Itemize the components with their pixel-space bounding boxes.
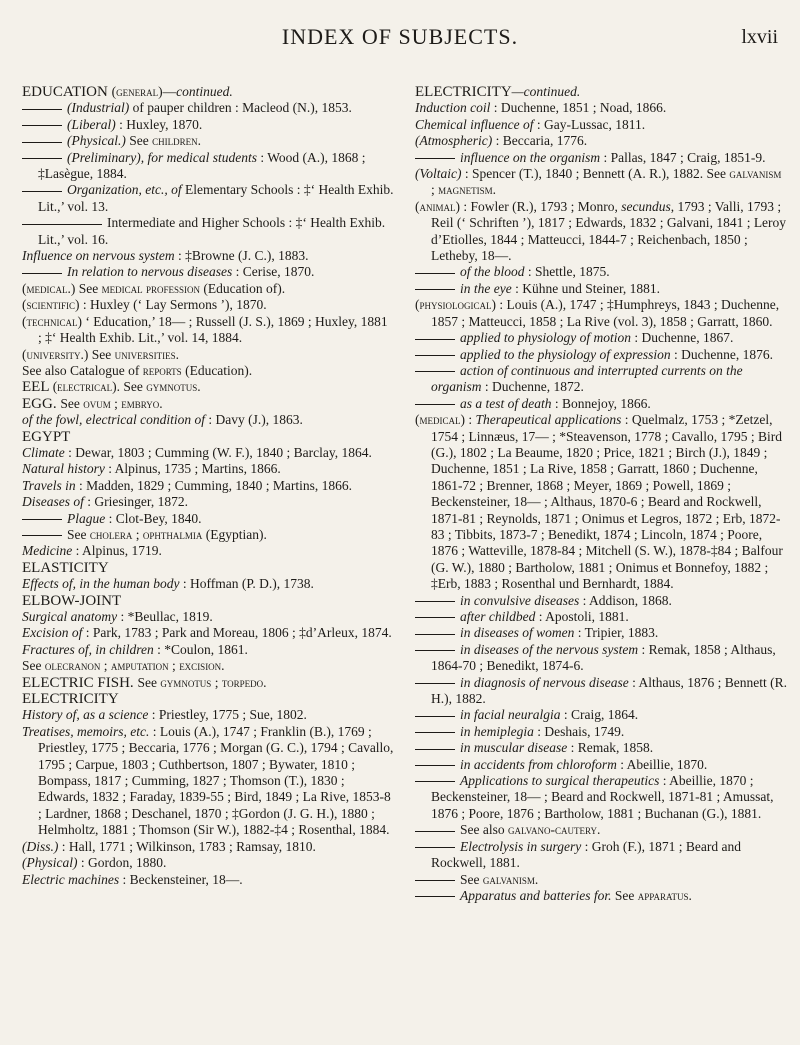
entry-heading: EGG.: [22, 395, 61, 412]
ditto-rule: [415, 732, 455, 733]
index-entry: [415, 593, 787, 609]
index-entry: [22, 429, 394, 445]
index-entry: [415, 330, 787, 346]
index-entry: [22, 609, 394, 625]
ditto-rule: [415, 831, 455, 832]
entry-text: : Spencer (T.), 1840 ; Bennett (A. R.), 1882. See: [461, 166, 730, 182]
entry-text: : Fowler (R.), 1793 ; Monro,: [460, 198, 622, 214]
entry-text: : Duchenne, 1876.: [670, 346, 773, 362]
index-entry: [22, 724, 394, 839]
entry-text: —: [162, 84, 177, 99]
entry-text: secundus: [621, 198, 671, 214]
ditto-rule: [22, 125, 62, 126]
index-entry: [415, 642, 787, 675]
entry-text: Diseases of: [22, 494, 84, 510]
entry-text: : Clot-Bey, 1840.: [105, 510, 202, 526]
entry-text: in accidents from chloroform: [460, 756, 617, 772]
index-entry: [415, 724, 787, 740]
index-entry: [22, 839, 394, 855]
entry-text: :: [465, 412, 476, 428]
index-entry: [22, 872, 394, 888]
index-entry: [22, 314, 394, 347]
index-entry: [415, 675, 787, 708]
entry-text: : Davy (J.), 1863.: [204, 412, 303, 428]
entry-text: See: [88, 346, 115, 362]
entry-heading: EEL: [22, 379, 53, 396]
index-entry: [22, 84, 394, 100]
entry-text: Surgical anatomy: [22, 609, 118, 624]
entry-text: embryo.: [121, 395, 163, 411]
index-entry: [22, 707, 394, 723]
entry-text: See: [137, 674, 161, 690]
entry-text: : Tripier, 1883.: [574, 625, 659, 641]
entry-text: as a test of death: [460, 395, 552, 411]
ditto-rule: [415, 781, 455, 782]
index-entry: [22, 264, 394, 280]
index-entry: [22, 363, 394, 379]
ditto-rule: [22, 158, 62, 159]
entry-text: gymnotus.: [146, 379, 201, 395]
entry-text: reports: [142, 362, 182, 378]
index-entry: [22, 215, 394, 248]
entry-text: : Duchenne, 1851 ; Noad, 1866.: [490, 100, 667, 116]
index-entry: [22, 347, 394, 363]
entry-text: Apparatus and batteries for.: [460, 887, 612, 903]
entry-text: applied to the physiology of expression: [460, 346, 671, 362]
entry-text: in facial neuralgia: [460, 707, 561, 723]
ditto-rule: [22, 109, 62, 110]
entry-text: See: [60, 395, 84, 411]
entry-text: : Hoffman (P. D.), 1738.: [179, 576, 314, 592]
entry-text: Organization, etc., of: [67, 182, 182, 198]
index-entry: [22, 281, 394, 297]
index-entry: [22, 576, 394, 592]
ditto-rule: [415, 289, 455, 290]
right-column: [415, 84, 787, 904]
entry-text: Chemical influence of: [415, 116, 534, 132]
entry-text: in diagnosis of nervous disease: [460, 674, 629, 690]
entry-text: : Gordon, 1880.: [77, 855, 167, 871]
entry-text: (physiological): [415, 297, 496, 313]
index-entry: [22, 691, 394, 707]
entry-text: : Apostoli, 1881.: [535, 609, 629, 624]
index-entry: [415, 872, 787, 888]
entry-text: In relation to nervous diseases: [67, 264, 233, 280]
entry-text: : Abeillie, 1870 ; Beckensteiner, 18— ; Beard and Rockwell, 1871-81 ; Amussat, 1876 ; Poore, 1876 ; Bartholow, 1881 ; Buchanan (G.), 1881.: [431, 773, 774, 821]
index-entry: [415, 133, 787, 149]
entry-text: : Dewar, 1803 ; Cumming (W. F.), 1840 ; Barclay, 1864.: [64, 444, 372, 460]
index-entry: [415, 100, 787, 116]
entry-text: Applications to surgical therapeutics: [460, 773, 660, 789]
entry-text: in diseases of the nervous system: [460, 641, 639, 657]
entry-text: (Industrial): [67, 100, 130, 116]
entry-text: of the fowl, electrical condition of: [22, 412, 205, 428]
entry-text: : Cerise, 1870.: [232, 264, 315, 280]
entry-text: (Education).: [181, 362, 253, 378]
entry-text: influence on the organism: [460, 149, 601, 165]
ditto-rule: [415, 601, 455, 602]
entry-text: in the eye: [460, 280, 512, 296]
entry-text: (medical.): [22, 280, 76, 296]
index-entry: [415, 412, 787, 592]
index-entry: [415, 396, 787, 412]
ditto-rule: [415, 749, 455, 750]
entry-text: : Alpinus, 1735 ; Martins, 1866.: [104, 461, 281, 477]
index-entry: [22, 625, 394, 641]
entry-text: See: [460, 871, 483, 887]
entry-text: : Beckensteiner, 18—.: [119, 871, 243, 887]
entry-text: ;: [132, 526, 143, 542]
entry-heading: ELASTICITY: [22, 559, 109, 576]
entry-text: Excision of: [22, 625, 83, 641]
entry-text: : Craig, 1864.: [560, 707, 639, 723]
index-entry: [22, 117, 394, 133]
index-entry: [415, 839, 787, 872]
entry-text: : Wood (A.), 1868 ; ‡Lasègue, 1884.: [38, 149, 366, 182]
entry-text: (Education of).: [200, 280, 286, 296]
ditto-rule: [22, 519, 62, 520]
ditto-rule: [415, 404, 455, 405]
entry-text: See: [75, 280, 102, 296]
ditto-rule: [415, 650, 455, 651]
entry-text: of the blood: [460, 264, 525, 280]
entry-text: : Park, 1783 ; Park and Moreau, 1806 ; ‡d’Arleux, 1874.: [82, 625, 392, 641]
entry-text: universities.: [114, 346, 179, 362]
entry-text: Climate: [22, 444, 65, 460]
index-entry: [22, 445, 394, 461]
ditto-rule: [415, 617, 455, 618]
entry-text: Fractures of, in children: [22, 641, 154, 657]
entry-text: See also Catalogue of: [22, 362, 143, 378]
entry-text: : Pallas, 1847 ; Craig, 1851-9.: [600, 149, 766, 165]
entry-text: ‘ Education,’ 18— ; Russell (J. S.), 1869 ; Huxley, 1881 ; ‡‘ Health Exhib. Lit.,’ vol. 14, 1884.: [38, 313, 388, 346]
entry-text: Electrolysis in surgery: [460, 838, 582, 854]
entry-heading: EGYPT: [22, 428, 71, 445]
entry-text: Effects of, in the human body: [22, 576, 180, 592]
entry-text: : Shettle, 1875.: [524, 264, 610, 280]
entry-text: (Liberal): [67, 116, 116, 132]
running-title: INDEX OF SUBJECTS.: [281, 24, 519, 49]
entry-text: : Griesinger, 1872.: [83, 494, 188, 510]
ditto-rule: [22, 191, 62, 192]
entry-text: (Egyptian).: [202, 526, 267, 542]
index-entry: [415, 773, 787, 822]
entry-text: olecranon: [44, 658, 101, 674]
ditto-rule: [415, 339, 455, 340]
entry-text: in convulsive diseases: [460, 592, 580, 608]
index-entry: [415, 199, 787, 265]
entry-text: (Physical): [22, 855, 78, 871]
entry-text: See: [125, 133, 153, 149]
index-entry: [22, 379, 394, 395]
entry-text: gymnotus: [160, 674, 212, 690]
left-column: [22, 84, 394, 888]
entry-text: Electric machines: [22, 871, 120, 887]
entry-text: : Bonnejoy, 1866.: [551, 395, 651, 411]
entry-text: ;: [168, 658, 180, 674]
entry-text: cholera: [89, 526, 133, 542]
index-entry: [415, 757, 787, 773]
entry-heading: ELECTRICITY: [415, 84, 512, 100]
entry-text: children.: [152, 133, 201, 149]
entry-text: See: [22, 658, 45, 674]
page-header: [0, 24, 800, 64]
entry-text: (electrical).: [52, 379, 121, 395]
entry-text: apparatus.: [637, 887, 692, 903]
index-entry: [22, 461, 394, 477]
entry-text: in diseases of women: [460, 625, 575, 641]
ditto-rule: [415, 896, 455, 897]
entry-text: Elementary Schools : ‡‘ Health Exhib. Lit.,’ vol. 13.: [38, 182, 394, 214]
entry-heading: ELBOW-JOINT: [22, 592, 122, 609]
entry-text: See: [611, 887, 638, 903]
entry-text: of pauper children : Macleod (N.), 1853.: [129, 100, 352, 116]
entry-text: Influence on nervous system: [22, 248, 175, 264]
entry-text: : Louis (A.), 1747 ; Franklin (B.), 1769 ; Priestley, 1775 ; Beccaria, 1776 ; Morgan (G. C.), 1794 ; Cavallo, 1795 ; Carpue, 1803 ; Cuthbertson, 1807 ; Bywater, 1810 ; Bompass, 1817 ; Cumming, 1827 ; Thomson (T.), 1830 ; Edwards, 1832 ; Faraday, 1839-55 ; Bird, 1849 ; La Rive, 1853-8 ; Lardner, 1868 ; Deschanel, 1870 ; ‡Gordon (J. G. H.), 1880 ; Helmholtz, 1881 ; Thomson (Sir W.), 1882-‡4 ; Rosenthal, 1884.: [38, 723, 394, 838]
entry-text: galvanism: [729, 166, 782, 182]
entry-text: : Madden, 1829 ; Cumming, 1840 ; Martins, 1866.: [75, 477, 353, 493]
entry-text: Therapeutical applications: [475, 412, 622, 428]
index-entry: [22, 297, 394, 313]
entry-text: action of continuous and interrupted currents on the organism: [431, 362, 743, 395]
entry-text: —continued.: [511, 84, 581, 99]
index-entry: [22, 133, 394, 149]
entry-text: : Beccaria, 1776.: [492, 133, 588, 149]
entry-text: (Preliminary), for medical students: [67, 149, 257, 165]
entry-text: Induction coil: [415, 100, 491, 116]
entry-text: : Alpinus, 1719.: [72, 543, 162, 559]
ditto-rule: [22, 273, 62, 274]
entry-text: continued.: [176, 84, 233, 99]
index-entry: [415, 363, 787, 396]
entry-text: See also: [460, 822, 508, 838]
entry-heading: ELECTRICITY: [22, 691, 119, 708]
entry-text: ;: [211, 674, 222, 690]
entry-text: (medical): [415, 412, 465, 428]
entry-text: applied to physiology of motion: [460, 330, 631, 346]
index-entry: [415, 297, 787, 330]
index-entry: [22, 182, 394, 215]
entry-text: in muscular disease: [460, 740, 568, 756]
entry-text: (Atmospheric): [415, 133, 493, 149]
index-entry: [415, 166, 787, 199]
index-entry: [22, 527, 394, 543]
ditto-rule: [22, 142, 62, 143]
index-entry: [415, 150, 787, 166]
entry-text: in hemiplegia: [460, 723, 534, 739]
entry-text: : Remak, 1858 ; Althaus, 1864-70 ; Benedikt, 1874-6.: [431, 641, 776, 674]
entry-text: (Voltaic): [415, 166, 462, 182]
index-entry: [415, 625, 787, 641]
entry-text: (technical): [22, 313, 82, 329]
ditto-rule: [415, 634, 455, 635]
entry-text: See: [67, 526, 90, 542]
entry-text: (animal): [415, 198, 460, 214]
index-entry: [415, 888, 787, 904]
index-entry: [22, 248, 394, 264]
index-entry: [415, 740, 787, 756]
ditto-rule: [22, 535, 62, 536]
entry-text: : *Beullac, 1819.: [117, 609, 213, 624]
index-entry: [415, 117, 787, 133]
entry-text: : Abeillie, 1870.: [616, 756, 708, 772]
ditto-rule: [415, 355, 455, 356]
entry-text: : Gay-Lussac, 1811.: [533, 116, 646, 132]
entry-text: See: [120, 379, 147, 395]
index-entry: [22, 675, 394, 691]
entry-text: : Hall, 1771 ; Wilkinson, 1783 ; Ramsay, 1810.: [58, 838, 316, 854]
entry-text: after childbed: [460, 609, 536, 624]
index-entry: [415, 281, 787, 297]
ditto-rule: [415, 847, 455, 848]
index-entry: [415, 84, 787, 100]
ditto-rule: [22, 224, 102, 225]
entry-text: : Priestley, 1775 ; Sue, 1802.: [148, 707, 307, 723]
ditto-rule: [415, 683, 455, 684]
entry-text: ;: [110, 395, 122, 411]
index-entry: [22, 478, 394, 494]
index-entry: [415, 609, 787, 625]
index-entry: [22, 560, 394, 576]
entry-text: ophthalmia: [142, 526, 203, 542]
entry-heading: ELECTRIC FISH.: [22, 674, 138, 691]
entry-text: torpedo.: [221, 674, 267, 690]
ditto-rule: [415, 371, 455, 372]
entry-text: Travels in: [22, 477, 76, 493]
entry-text: (Diss.): [22, 838, 59, 854]
entry-text: ;: [431, 182, 439, 198]
entry-text: magnetism.: [438, 182, 497, 198]
entry-text: galvanism.: [482, 871, 539, 887]
index-entry: [22, 593, 394, 609]
entry-text: galvano-cautery.: [508, 822, 601, 838]
entry-text: : Groh (F.), 1871 ; Beard and Rockwell, 1881.: [431, 838, 741, 871]
entry-text: : *Coulon, 1861.: [153, 641, 248, 657]
index-entry: [22, 150, 394, 183]
index-entry: [22, 855, 394, 871]
ditto-rule: [415, 273, 455, 274]
entry-text: , 1793 ; Valli, 1793 ; Reil (‘ Schriften ’), 1817 ; Edwards, 1832 ; Galvani, 1841 ; Leroy d’Etiolles, 1844 ; Matteucci, 1844-7 ; Reichenbach, 1850 ; Letheby, 18—.: [431, 198, 787, 264]
entry-text: : Remak, 1858.: [567, 740, 654, 756]
page-number: lxvii: [741, 26, 778, 48]
ditto-rule: [415, 716, 455, 717]
entry-text: History of, as a science: [22, 707, 149, 723]
entry-text: (general): [111, 84, 163, 99]
entry-text: : ‡Browne (J. C.), 1883.: [174, 248, 309, 264]
entry-text: Natural history: [22, 461, 105, 477]
index-entry: [22, 100, 394, 116]
entry-text: : Huxley (‘ Lay Sermons ’), 1870.: [79, 297, 267, 313]
index-entry: [415, 264, 787, 280]
index-entry: [22, 494, 394, 510]
entry-heading: EDUCATION: [22, 84, 112, 100]
index-entry: [22, 642, 394, 658]
ditto-rule: [415, 880, 455, 881]
entry-text: ovum: [83, 395, 111, 411]
entry-text: : Kühne und Steiner, 1881.: [511, 280, 661, 296]
index-entry: [415, 347, 787, 363]
entry-text: : Althaus, 1876 ; Bennett (R. H.), 1882.: [431, 674, 787, 707]
entry-text: Medicine: [22, 543, 73, 559]
ditto-rule: [415, 765, 455, 766]
index-entry: [22, 543, 394, 559]
entry-text: (scientific): [22, 297, 80, 313]
entry-text: : Huxley, 1870.: [115, 116, 203, 132]
index-entry: [22, 412, 394, 428]
entry-text: excision.: [179, 658, 225, 674]
entry-text: Plague: [67, 510, 106, 526]
entry-text: : Duchenne, 1867.: [631, 330, 734, 346]
entry-text: : Deshais, 1749.: [533, 723, 625, 739]
index-entry: [415, 707, 787, 723]
entry-text: Treatises, memoirs, etc.: [22, 723, 150, 739]
entry-text: : Duchenne, 1872.: [481, 379, 584, 395]
entry-text: : Addison, 1868.: [579, 592, 672, 608]
ditto-rule: [415, 158, 455, 159]
entry-text: : Quelmalz, 1753 ; *Zetzel, 1754 ; Linnæus, 17— ; *Steavenson, 1778 ; Cavallo, 1795 ; Bird (G.), 1802 ; La Beaume, 1820 ; Price, 1821 ; Birch (J.), 1849 ; Duchenne, 1851 ; La Rive, 1858 ; Garratt, 1860 ; Duchenne, 1861-72 ; Brenner, 1868 ; Meyer, 1869 ; Powell, 1869 ; Beckensteiner, 18— ; Althaus, 1870-6 ; Beard and Rockwell, 1871-81 ; Reynolds, 1871 ; Onimus et Legros, 1872 ; Erb, 1872-83 ; Tibbits, 1873-7 ; Benedikt, 1874 ; Lincoln, 1874 ; Poore, 1876 ; Watteville, 1878-84 ; Mitchell (S. W.), 1878-‡84 ; Balfour (G. W.), 1880 ; Bartholow, 1881 ; Onimus et Bonnefoy, 1882 ; ‡Erb, 1883 ; Rosenthal und Bernhardt, 1884.: [431, 412, 783, 592]
entry-text: medical profession: [101, 280, 201, 296]
entry-text: : Louis (A.), 1747 ; ‡Humphreys, 1843 ; Duchenne, 1857 ; Matteucci, 1858 ; La Rive (vol. 3), 1858 ; Garratt, 1860.: [431, 297, 780, 329]
entry-text: (university.): [22, 346, 89, 362]
entry-text: ;: [100, 658, 111, 674]
entry-text: (Physical.): [67, 133, 126, 149]
index-entry: [22, 511, 394, 527]
entry-text: amputation: [110, 658, 169, 674]
index-entry: [22, 658, 394, 674]
index-entry: [22, 396, 394, 412]
index-entry: [415, 822, 787, 838]
entry-text: Intermediate and Higher Schools : ‡‘ Health Exhib. Lit.,’ vol. 16.: [38, 215, 386, 247]
